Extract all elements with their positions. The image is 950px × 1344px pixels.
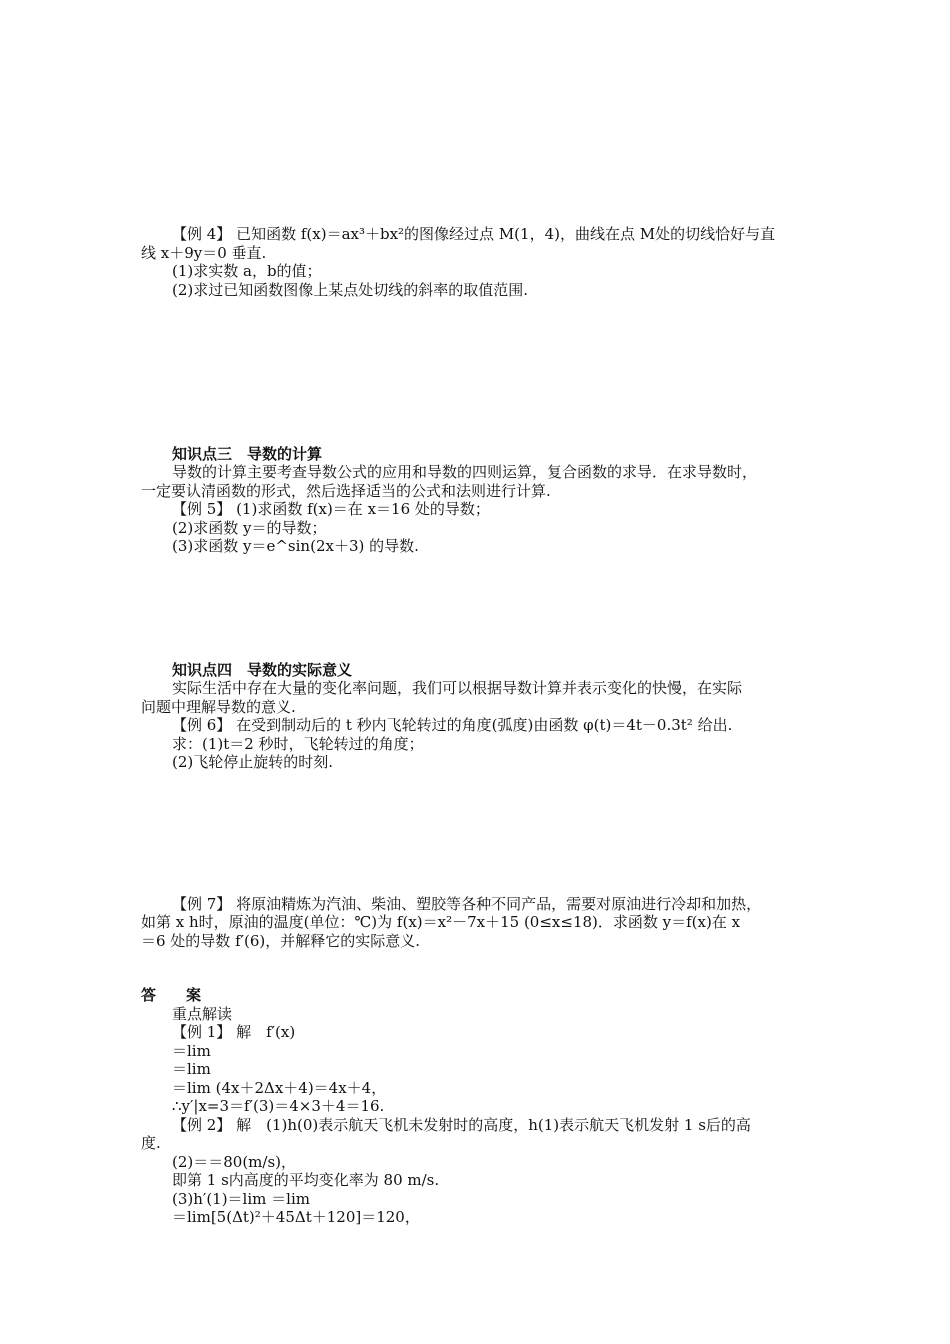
answer-2-line-5: (3)h′(1)＝lim ＝lim — [172, 1190, 310, 1208]
answer-2-line-2: 度. — [141, 1134, 161, 1152]
answer-1-line-1: 【例 1】 解 f′(x) — [172, 1023, 296, 1041]
example-7-line-3: ＝6 处的导数 f′(6)，并解释它的实际意义. — [141, 932, 421, 950]
example-5-part-1: 【例 5】 (1)求函数 f(x)＝在 x＝16 处的导数； — [172, 500, 490, 518]
example-4-line-2: 线 x＋9y＝0 垂直. — [141, 244, 267, 262]
example-4-part-1: (1)求实数 a，b的值； — [172, 262, 322, 280]
example-6-part-1: 求：(1)t＝2 秒时，飞轮转过的角度； — [172, 735, 424, 753]
example-5-part-2: (2)求函数 y＝的导数； — [172, 519, 327, 537]
answers-subheading: 重点解读 — [172, 1005, 233, 1023]
section-heading-4: 知识点四 导数的实际意义 — [172, 661, 353, 679]
answer-2-line-4: 即第 1 s内高度的平均变化率为 80 m/s. — [172, 1171, 440, 1189]
answer-1-line-5: ∴y′|x=3＝f′(3)＝4×3＋4＝16. — [172, 1097, 385, 1115]
answer-1-line-2: ＝lim — [172, 1042, 211, 1060]
answers-heading: 答 案 — [141, 986, 202, 1004]
answer-2-line-1: 【例 2】 解 (1)h(0)表示航天飞机未发射时的高度，h(1)表示航天飞机发射 1 s后的高 — [172, 1116, 751, 1134]
answer-1-line-4: ＝lim (4x＋2Δx＋4)＝4x＋4， — [172, 1079, 387, 1097]
example-7-line-1: 【例 7】 将原油精炼为汽油、柴油、塑胶等各种不同产品，需要对原油进行冷却和加热， — [172, 895, 762, 913]
section-4-text-2: 问题中理解导数的意义. — [141, 698, 296, 716]
section-3-text-1: 导数的计算主要考查导数公式的应用和导数的四则运算，复合函数的求导．在求导数时， — [172, 463, 758, 481]
answer-2-line-3: (2)＝＝80(m/s)， — [172, 1153, 297, 1171]
answer-2-line-6: ＝lim[5(Δt)²＋45Δt＋120]＝120， — [172, 1208, 420, 1226]
section-4-text-1: 实际生活中存在大量的变化率问题，我们可以根据导数计算并表示变化的快慢，在实际 — [172, 679, 743, 697]
example-6-part-2: (2)飞轮停止旋转的时刻. — [172, 753, 334, 771]
example-4-part-2: (2)求过已知函数图像上某点处切线的斜率的取值范围. — [172, 281, 529, 299]
example-6-line-1: 【例 6】 在受到制动后的 t 秒内飞轮转过的角度(弧度)由函数 φ(t)＝4t－0.3t² 给出. — [172, 716, 733, 734]
answer-1-line-3: ＝lim — [172, 1060, 211, 1078]
example-7-line-2: 如第 x h时，原油的温度(单位：℃)为 f(x)＝x²－7x＋15 (0≤x≤18)．求函数 y＝f(x)在 x — [141, 913, 741, 931]
example-4-line-1: 【例 4】 已知函数 f(x)＝ax³＋bx²的图像经过点 M(1，4)，曲线在点 M处的切线恰好与直 — [172, 225, 776, 243]
section-3-text-2: 一定要认清函数的形式，然后选择适当的公式和法则进行计算. — [141, 482, 551, 500]
example-5-part-3: (3)求函数 y＝e^sin(2x＋3) 的导数. — [172, 537, 419, 555]
section-heading-3: 知识点三 导数的计算 — [172, 445, 323, 463]
